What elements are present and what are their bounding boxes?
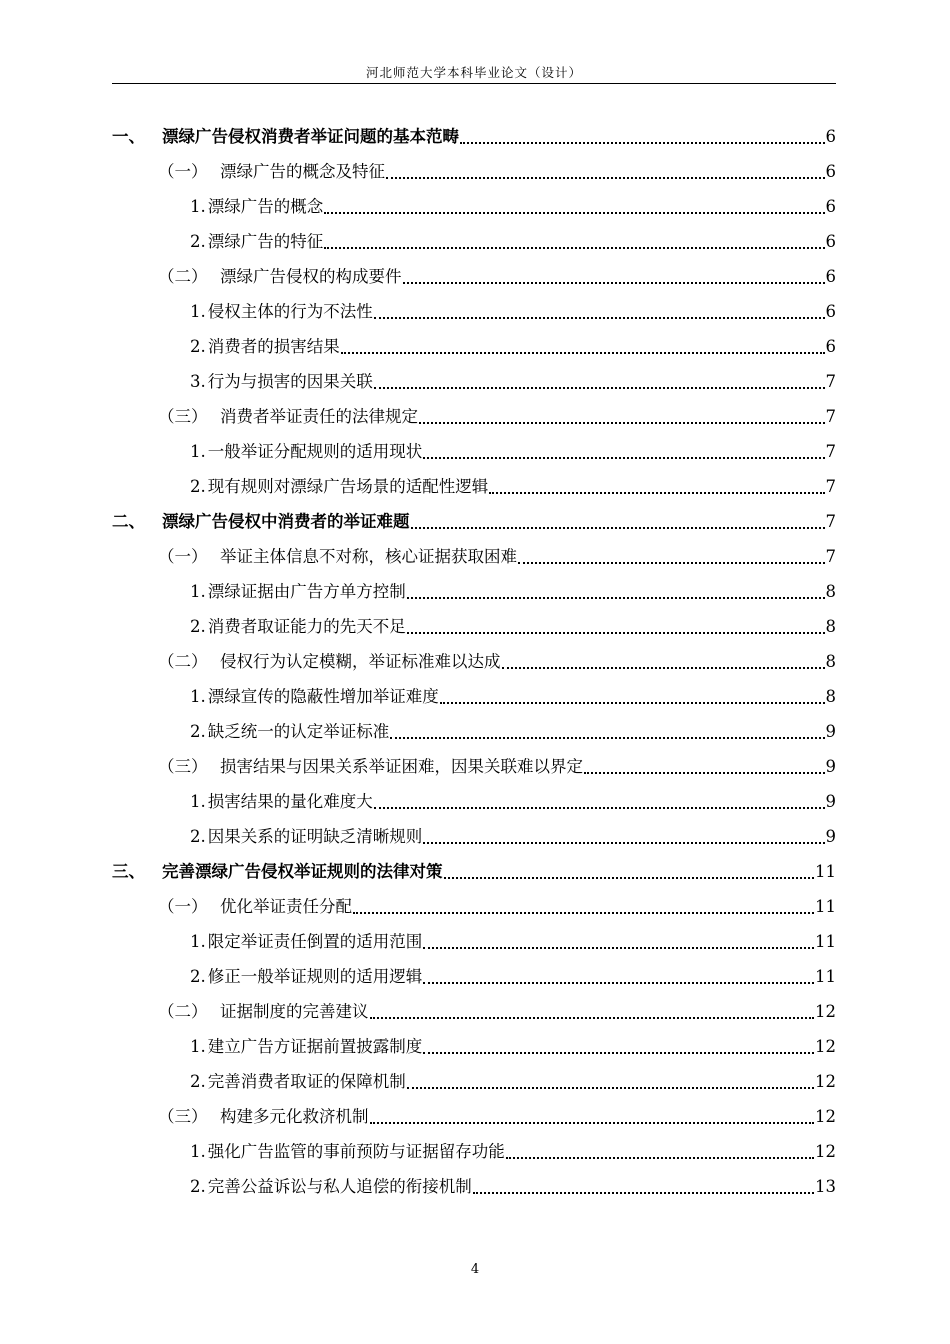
toc-entry-page: 7 xyxy=(825,546,836,566)
toc-entry[interactable] xyxy=(190,189,836,224)
toc-entry-number: （一） xyxy=(158,546,208,566)
toc-entry[interactable] xyxy=(158,1099,836,1134)
toc-dot-leader xyxy=(584,772,825,774)
toc-entry[interactable] xyxy=(158,399,836,434)
toc-dot-leader xyxy=(390,737,824,739)
toc-entry-page: 12 xyxy=(815,1106,836,1126)
toc-entry-page: 11 xyxy=(815,931,836,951)
toc-entry[interactable] xyxy=(190,364,836,399)
toc-entry-title: 漂绿广告侵权消费者举证问题的基本范畴 xyxy=(162,126,459,146)
toc-entry[interactable] xyxy=(158,644,836,679)
toc-entry-page: 11 xyxy=(815,896,836,916)
toc-entry-number: （二） xyxy=(158,651,208,671)
toc-entry[interactable] xyxy=(112,854,836,889)
toc-entry-title: 修正一般举证规则的适用逻辑 xyxy=(207,966,423,986)
toc-entry[interactable] xyxy=(190,434,836,469)
toc-dot-leader xyxy=(473,1192,814,1194)
toc-dot-leader xyxy=(502,667,825,669)
toc-dot-leader xyxy=(423,947,814,949)
toc-dot-leader xyxy=(370,1122,815,1124)
toc-dot-leader xyxy=(324,212,824,214)
toc-entry[interactable] xyxy=(158,749,836,784)
toc-dot-leader xyxy=(444,877,815,879)
header-rule xyxy=(112,83,836,84)
toc-entry-page: 13 xyxy=(815,1176,836,1196)
toc-entry-title: 限定举证责任倒置的适用范围 xyxy=(207,931,423,951)
toc-entry[interactable] xyxy=(190,574,836,609)
toc-entry-number: 1. xyxy=(190,686,206,706)
toc-entry-number: 1. xyxy=(190,931,206,951)
toc-entry-page: 6 xyxy=(825,231,836,251)
toc-entry-number: 1. xyxy=(190,1141,206,1161)
toc-entry-title: 漂绿广告的概念及特征 xyxy=(220,161,385,181)
toc-dot-leader xyxy=(374,387,825,389)
toc-entry[interactable] xyxy=(190,469,836,504)
toc-entry-number: 2. xyxy=(190,966,206,986)
toc-entry[interactable] xyxy=(190,609,836,644)
toc-entry-title: 消费者举证责任的法律规定 xyxy=(220,406,418,426)
toc-dot-leader xyxy=(518,562,825,564)
toc-entry[interactable] xyxy=(190,784,836,819)
toc-entry-title: 漂绿广告侵权的构成要件 xyxy=(220,266,402,286)
toc-entry-page: 9 xyxy=(825,791,836,811)
toc-entry-number: 2. xyxy=(190,1176,206,1196)
toc-entry-number: 二、 xyxy=(112,511,145,531)
toc-entry-page: 11 xyxy=(815,861,836,881)
toc-entry-number: 2. xyxy=(190,336,206,356)
toc-entry-page: 7 xyxy=(825,511,836,531)
toc-entry[interactable] xyxy=(190,329,836,364)
toc-entry-number: 一、 xyxy=(112,126,145,146)
toc-entry-number: 2. xyxy=(190,231,206,251)
toc-entry-number: （三） xyxy=(158,1106,208,1126)
toc-entry-title: 完善公益诉讼与私人追偿的衔接机制 xyxy=(207,1176,472,1196)
toc-entry-number: 1. xyxy=(190,196,206,216)
toc-entry[interactable] xyxy=(190,1169,836,1204)
toc-entry-title: 漂绿广告的概念 xyxy=(207,196,324,216)
toc-entry-title: 侵权行为认定模糊，举证标准难以达成 xyxy=(220,651,501,671)
toc-dot-leader xyxy=(407,597,825,599)
toc-dot-leader xyxy=(423,982,814,984)
toc-dot-leader xyxy=(460,142,825,144)
toc-entry-title: 一般举证分配规则的适用现状 xyxy=(207,441,423,461)
toc-entry[interactable] xyxy=(158,994,836,1029)
toc-entry-number: （一） xyxy=(158,896,208,916)
toc-entry-page: 7 xyxy=(825,441,836,461)
toc-entry-title: 行为与损害的因果关联 xyxy=(207,371,373,391)
toc-entry-page: 7 xyxy=(825,406,836,426)
toc-entry-title: 完善消费者取证的保障机制 xyxy=(207,1071,406,1091)
toc-entry-number: 2. xyxy=(190,721,206,741)
toc-entry[interactable] xyxy=(190,1064,836,1099)
toc-dot-leader xyxy=(423,457,824,459)
toc-dot-leader xyxy=(374,807,825,809)
toc-dot-leader xyxy=(341,352,825,354)
toc-dot-leader xyxy=(440,702,825,704)
toc-entry-title: 证据制度的完善建议 xyxy=(220,1001,369,1021)
toc-entry-title: 漂绿广告侵权中消费者的举证难题 xyxy=(162,511,410,531)
toc-entry[interactable] xyxy=(158,539,836,574)
toc-entry-number: （二） xyxy=(158,1001,208,1021)
toc-entry-title: 缺乏统一的认定举证标准 xyxy=(207,721,390,741)
toc-entry[interactable] xyxy=(158,889,836,924)
toc-entry-page: 11 xyxy=(815,966,836,986)
toc-entry-number: 1. xyxy=(190,1036,206,1056)
toc-entry-title: 完善漂绿广告侵权举证规则的法律对策 xyxy=(162,861,443,881)
toc-entry-title: 优化举证责任分配 xyxy=(220,896,352,916)
toc-entry-number: （一） xyxy=(158,161,208,181)
toc-entry-title: 消费者取证能力的先天不足 xyxy=(207,616,406,636)
toc-entry-title: 漂绿广告的特征 xyxy=(207,231,324,251)
toc-entry-title: 因果关系的证明缺乏清晰规则 xyxy=(207,826,423,846)
toc-entry-title: 漂绿宣传的隐蔽性增加举证难度 xyxy=(207,686,439,706)
toc-dot-leader xyxy=(407,632,825,634)
toc-entry-number: （二） xyxy=(158,266,208,286)
toc-entry-page: 8 xyxy=(825,651,836,671)
toc-entry-title: 构建多元化救济机制 xyxy=(220,1106,369,1126)
toc-entry-number: 1. xyxy=(190,301,206,321)
toc-entry-page: 8 xyxy=(825,616,836,636)
toc-dot-leader xyxy=(386,177,825,179)
toc-entry[interactable] xyxy=(158,154,836,189)
toc-entry-number: 3. xyxy=(190,371,206,391)
toc-entry-number: （三） xyxy=(158,406,208,426)
toc-entry-number: 1. xyxy=(190,791,206,811)
toc-entry-page: 9 xyxy=(825,826,836,846)
toc-entry-page: 6 xyxy=(825,301,836,321)
toc-entry-number: 1. xyxy=(190,441,206,461)
toc-entry-page: 8 xyxy=(825,686,836,706)
page-number: 4 xyxy=(470,1262,480,1277)
toc-entry-title: 侵权主体的行为不法性 xyxy=(207,301,373,321)
toc-entry[interactable] xyxy=(190,959,836,994)
toc-entry-page: 9 xyxy=(825,756,836,776)
toc-dot-leader xyxy=(419,422,825,424)
toc-entry[interactable] xyxy=(112,504,836,539)
toc-entry-page: 7 xyxy=(825,476,836,496)
toc-entry-page: 9 xyxy=(825,721,836,741)
toc-entry[interactable] xyxy=(190,819,836,854)
toc-entry-page: 12 xyxy=(815,1036,836,1056)
toc-entry-number: 2. xyxy=(190,476,206,496)
toc-dot-leader xyxy=(353,912,814,914)
toc-dot-leader xyxy=(411,527,825,529)
toc-entry-title: 消费者的损害结果 xyxy=(207,336,340,356)
toc-entry[interactable] xyxy=(112,119,836,154)
toc-entry-page: 6 xyxy=(825,336,836,356)
toc-dot-leader xyxy=(374,317,825,319)
toc-entry[interactable] xyxy=(190,224,836,259)
toc-entry[interactable] xyxy=(190,679,836,714)
toc-dot-leader xyxy=(407,1087,814,1089)
toc-entry-title: 损害结果的量化难度大 xyxy=(207,791,373,811)
toc-entry-page: 6 xyxy=(825,126,836,146)
toc-entry-number: 2. xyxy=(190,826,206,846)
toc-entry-title: 强化广告监管的事前预防与证据留存功能 xyxy=(207,1141,505,1161)
toc-entry-page: 12 xyxy=(815,1141,836,1161)
toc-entry[interactable] xyxy=(190,924,836,959)
toc-entry-number: 2. xyxy=(190,616,206,636)
toc-entry-number: 1. xyxy=(190,581,206,601)
toc-entry[interactable] xyxy=(190,1029,836,1064)
toc-entry-title: 举证主体信息不对称，核心证据获取困难 xyxy=(220,546,517,566)
toc-entry-page: 6 xyxy=(825,196,836,216)
toc-entry-page: 6 xyxy=(825,266,836,286)
toc-entry-number: 2. xyxy=(190,1071,206,1091)
toc-entry-page: 12 xyxy=(815,1071,836,1091)
toc-dot-leader xyxy=(489,492,824,494)
toc-entry-title: 损害结果与因果关系举证困难，因果关联难以界定 xyxy=(220,756,583,776)
toc-entry-page: 8 xyxy=(825,581,836,601)
toc-entry-page: 12 xyxy=(815,1001,836,1021)
toc-dot-leader xyxy=(423,842,824,844)
toc-entry[interactable] xyxy=(190,714,836,749)
toc-dot-leader xyxy=(324,247,824,249)
toc-dot-leader xyxy=(506,1157,814,1159)
toc-entry[interactable] xyxy=(190,1134,836,1169)
toc-entry-page: 7 xyxy=(825,371,836,391)
toc-entry-title: 现有规则对漂绿广告场景的适配性逻辑 xyxy=(207,476,489,496)
toc-entry-number: （三） xyxy=(158,756,208,776)
page-header: 河北师范大学本科毕业论文（设计） xyxy=(365,65,582,80)
toc-dot-leader xyxy=(423,1052,814,1054)
toc-entry-title: 建立广告方证据前置披露制度 xyxy=(207,1036,423,1056)
toc-entry-number: 三、 xyxy=(112,861,145,881)
toc-entry[interactable] xyxy=(158,259,836,294)
toc-entry-page: 6 xyxy=(825,161,836,181)
toc-dot-leader xyxy=(403,282,825,284)
toc-dot-leader xyxy=(370,1017,815,1019)
toc-entry-title: 漂绿证据由广告方单方控制 xyxy=(207,581,406,601)
toc-entry[interactable] xyxy=(190,294,836,329)
